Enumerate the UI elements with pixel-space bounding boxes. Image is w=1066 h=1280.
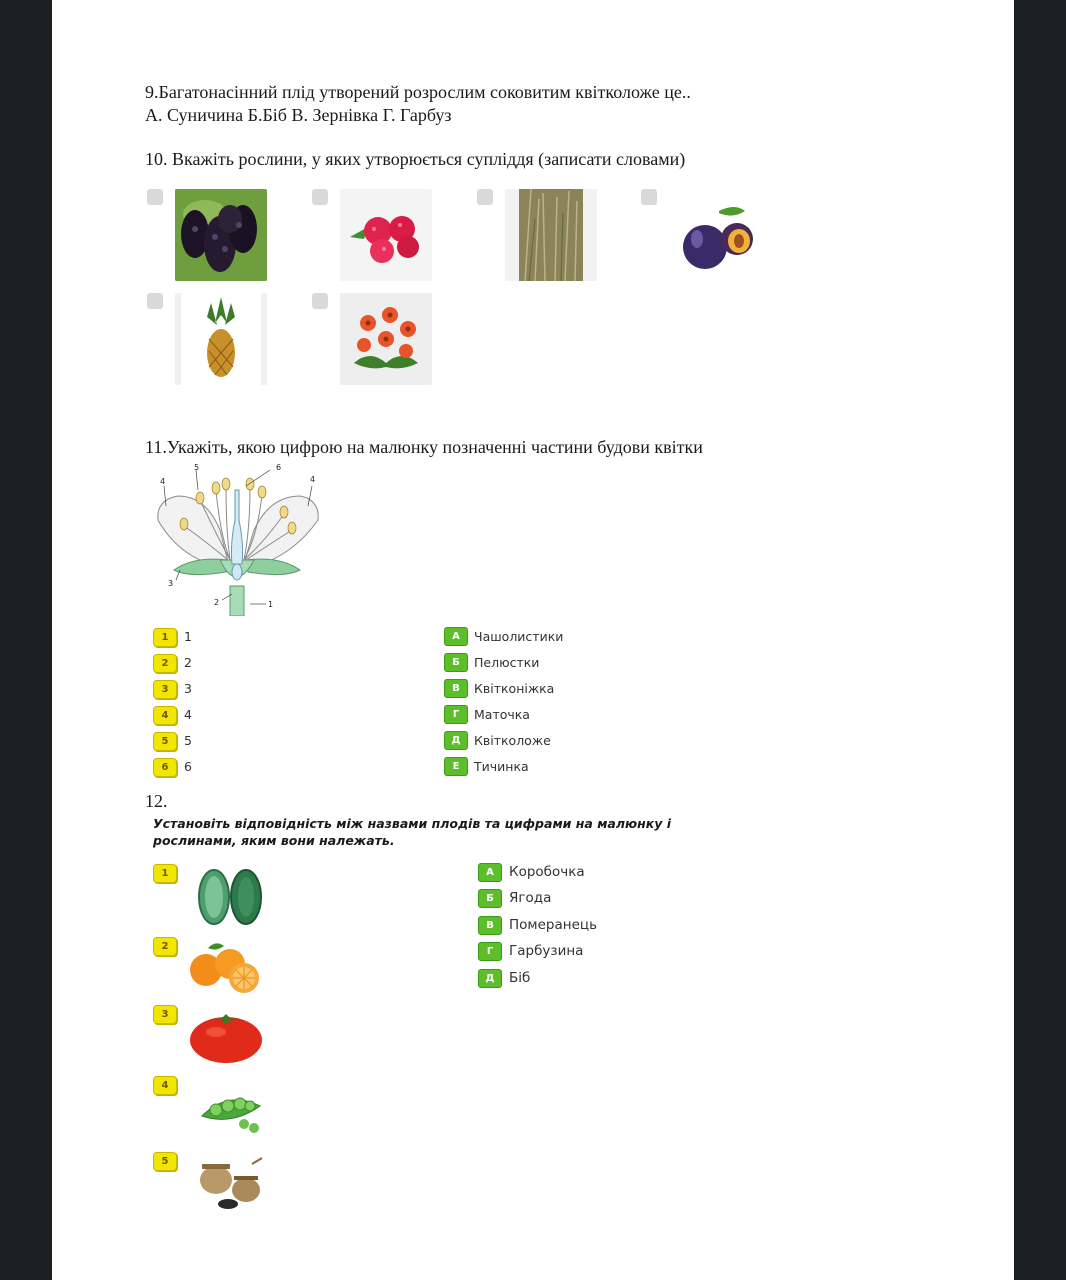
checkbox-plum[interactable] xyxy=(641,189,657,205)
diagram-label-3: 3 xyxy=(168,579,174,588)
pea-pod-image xyxy=(198,1086,264,1136)
diagram-label-6: 6 xyxy=(276,463,282,472)
q11-number-badge: 6 xyxy=(153,758,177,777)
q12-item-badge: 5 xyxy=(153,1152,177,1171)
q11-number-label: 6 xyxy=(184,759,192,774)
checkbox-flowers[interactable] xyxy=(312,293,328,309)
q11-answer-label: Пелюстки xyxy=(474,655,540,670)
q11-number-badge: 2 xyxy=(153,654,177,673)
q12-answer-label: Гарбузина xyxy=(509,943,584,959)
q11-number-label: 3 xyxy=(184,681,192,696)
q11-answer-badge: Г xyxy=(444,705,468,724)
diagram-label-5: 5 xyxy=(194,463,200,472)
q12-answer-badge: Б xyxy=(478,889,502,908)
q12-number: 12. xyxy=(145,791,168,811)
q11-number-badge: 4 xyxy=(153,706,177,725)
q11-number-label: 5 xyxy=(184,733,192,748)
q11-number-badge: 3 xyxy=(153,680,177,699)
flowers-image xyxy=(340,293,432,385)
melon-seeds-image xyxy=(188,866,270,928)
q11-answer-label: Квітконіжка xyxy=(474,681,555,696)
q12-answer-label: Ягода xyxy=(509,890,552,906)
checkbox-pineapple[interactable] xyxy=(147,293,163,309)
q11-answer-label: Чашолистики xyxy=(474,629,564,644)
q12-item-badge: 3 xyxy=(153,1005,177,1024)
diagram-label-4-right: 4 xyxy=(310,475,316,484)
q11-number-label: 1 xyxy=(184,629,192,644)
q11-answer-badge: Д xyxy=(444,731,468,750)
q11-answer-badge: Е xyxy=(444,757,468,776)
q11-answer-badge: А xyxy=(444,627,468,646)
q11-answer-badge: Б xyxy=(444,653,468,672)
tomato-image xyxy=(188,1008,264,1064)
q12-instruction-line1: Установіть відповідність між назвами плодів та цифрами на малюнку і xyxy=(153,816,672,831)
q12-answer-label: Коробочка xyxy=(509,864,585,880)
q11-question: 11.Укажіть, якою цифрою на малюнку позначенні частини будови квітки xyxy=(145,437,703,457)
diagram-label-4-left: 4 xyxy=(160,477,166,486)
mulberry-image xyxy=(175,189,267,281)
q11-answer-label: Тичинка xyxy=(474,759,529,774)
q10-question: 10. Вкажіть рослини, у яких утворюється супліддя (записати словами) xyxy=(145,149,686,169)
grass-image xyxy=(505,189,597,281)
checkbox-raspberry[interactable] xyxy=(312,189,328,205)
poppy-capsule-image xyxy=(188,1154,268,1212)
raspberry-image xyxy=(340,189,432,281)
checkbox-grass[interactable] xyxy=(477,189,493,205)
q12-instruction-line2: рослинами, яким вони належать. xyxy=(153,833,395,848)
document-page xyxy=(52,0,1014,1280)
q11-answer-badge: В xyxy=(444,679,468,698)
q11-answer-label: Маточка xyxy=(474,707,530,722)
pineapple-image xyxy=(175,293,267,385)
q12-answer-badge: А xyxy=(478,863,502,882)
q12-item-badge: 4 xyxy=(153,1076,177,1095)
q12-item-badge: 1 xyxy=(153,864,177,883)
q12-answer-badge: Г xyxy=(478,942,502,961)
q11-answer-label: Квітколоже xyxy=(474,733,551,748)
orange-image xyxy=(188,940,264,994)
diagram-label-1: 1 xyxy=(268,600,274,609)
q11-number-label: 2 xyxy=(184,655,192,670)
checkbox-mulberry[interactable] xyxy=(147,189,163,205)
plum-image xyxy=(669,189,761,281)
q11-number-label: 4 xyxy=(184,707,192,722)
q9-options: А. Суничина Б.Біб В. Зернівка Г. Гарбуз xyxy=(145,105,452,125)
q11-number-badge: 5 xyxy=(153,732,177,751)
q12-answer-label: Померанець xyxy=(509,917,598,933)
q12-item-badge: 2 xyxy=(153,937,177,956)
q11-number-badge: 1 xyxy=(153,628,177,647)
q12-answer-label: Біб xyxy=(509,970,531,986)
q12-answer-badge: В xyxy=(478,916,502,935)
q9-question: 9.Багатонасінний плід утворений розрослим соковитим квітколоже це.. xyxy=(145,82,691,102)
q12-answer-badge: Д xyxy=(478,969,502,988)
diagram-label-2: 2 xyxy=(214,598,220,607)
flower-structure-diagram xyxy=(150,460,326,616)
